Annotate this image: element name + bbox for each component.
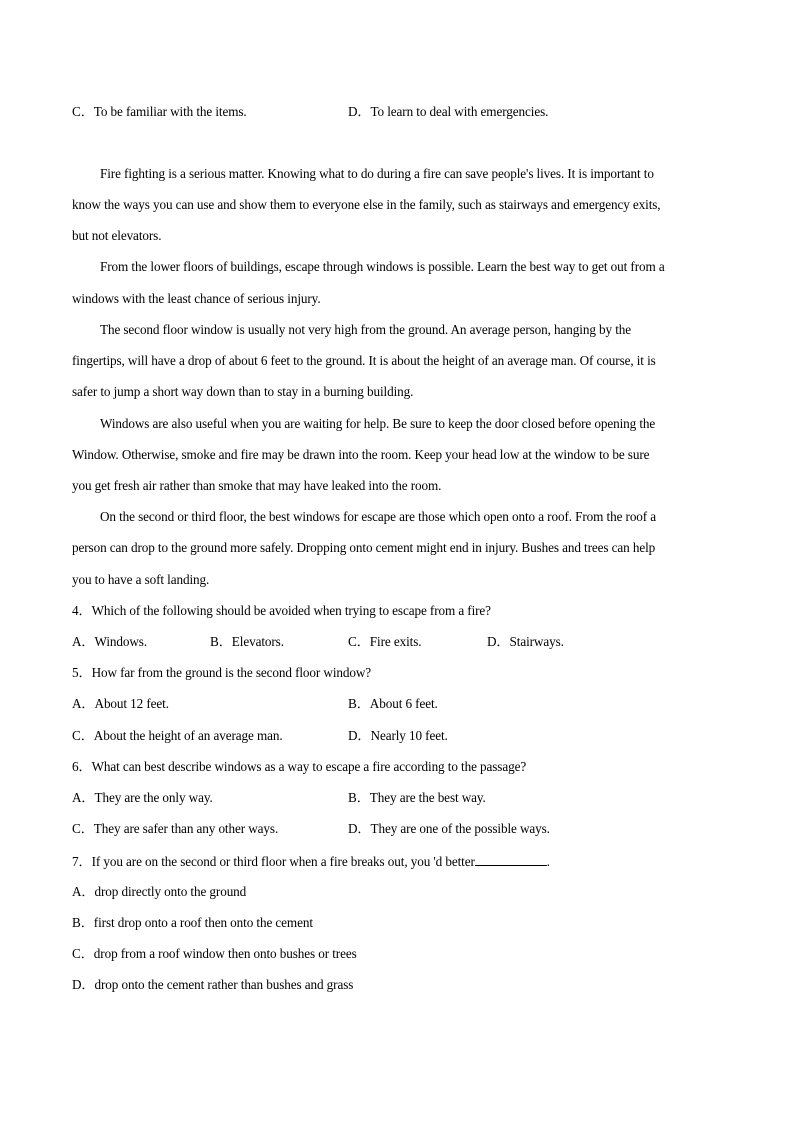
option-letter: C． — [72, 728, 94, 743]
passage-line: fingertips, will have a drop of about 6 feet to the ground. It is about the height of an average man. Of course, it is — [72, 353, 656, 368]
passage-line: Fire fighting is a serious matter. Knowing what to do during a fire can save people's lives. It is important to — [100, 166, 654, 181]
option-text: About the height of an average man. — [93, 728, 283, 743]
question-4-stem: 4．Which of the following should be avoided when trying to escape from a fire? — [72, 603, 491, 618]
option-text: They are one of the possible ways. — [370, 821, 550, 836]
option-letter: D． — [487, 634, 510, 649]
option-letter: B． — [348, 696, 370, 711]
question-7-stem-text: 7．If you are on the second or third floor when a fire breaks out, you 'd better — [72, 854, 475, 869]
question-5-stem: 5．How far from the ground is the second floor window? — [72, 665, 372, 680]
option-letter: B． — [72, 915, 94, 930]
answer-blank — [475, 852, 547, 866]
option-letter: D． — [348, 104, 371, 119]
option-text: Nearly 10 feet. — [370, 728, 448, 743]
passage-line: Window. Otherwise, smoke and fire may be drawn into the room. Keep your head low at the window to be sure — [72, 447, 650, 462]
option-b — [348, 696, 438, 712]
question-7-stem-end: . — [546, 854, 550, 869]
option-letter: A． — [72, 696, 95, 711]
option-a — [72, 696, 169, 712]
question-7-option-d — [72, 977, 722, 993]
passage-line: person can drop to the ground more safely. Dropping onto cement might end in injury. Bushes and trees can help — [72, 540, 656, 555]
option-letter: B． — [348, 790, 370, 805]
option-letter: A． — [72, 884, 95, 899]
question-7-option-a — [72, 884, 722, 900]
question-7-option-c — [72, 946, 722, 962]
option-letter: C． — [72, 104, 94, 119]
option-text: About 12 feet. — [94, 696, 169, 711]
passage-line: The second floor window is usually not very high from the ground. An average person, hanging by the — [100, 322, 632, 337]
option-letter: A． — [72, 634, 95, 649]
passage-line: know the ways you can use and show them to everyone else in the family, such as stairways and emergency exits, — [72, 197, 661, 212]
option-d — [348, 821, 550, 837]
option-c — [72, 728, 283, 744]
option-c — [72, 821, 278, 837]
option-letter: C． — [348, 634, 370, 649]
option-text: About 6 feet. — [369, 696, 438, 711]
option-letter: D． — [348, 821, 371, 836]
option-text: first drop onto a roof then onto the cement — [93, 915, 313, 930]
option-text: Fire exits. — [369, 634, 422, 649]
option-letter: C． — [72, 821, 94, 836]
option-text: Elevators. — [231, 634, 284, 649]
passage-line: but not elevators. — [72, 228, 162, 243]
passage-line: On the second or third floor, the best windows for escape are those which open onto a roof. From the roof a — [100, 509, 657, 524]
passage-line: From the lower floors of buildings, escape through windows is possible. Learn the best way to get out from a — [100, 259, 665, 274]
passage-line: Windows are also useful when you are waiting for help. Be sure to keep the door closed before opening the — [100, 416, 656, 431]
option-b — [210, 634, 284, 650]
option-d — [487, 634, 564, 650]
passage-line: windows with the least chance of serious injury. — [72, 291, 321, 306]
option-text: They are the only way. — [94, 790, 213, 805]
question-7-option-b — [72, 915, 722, 931]
option-a — [72, 790, 213, 806]
option-d — [348, 104, 548, 120]
option-text: drop onto the cement rather than bushes and grass — [94, 977, 354, 992]
option-text: They are the best way. — [369, 790, 486, 805]
passage-line: you get fresh air rather than smoke that may have leaked into the room. — [72, 478, 442, 493]
option-letter: C． — [72, 946, 94, 961]
option-c — [348, 634, 421, 650]
option-letter: D． — [72, 977, 95, 992]
option-text: They are safer than any other ways. — [93, 821, 279, 836]
option-letter: A． — [72, 790, 95, 805]
option-letter: D． — [348, 728, 371, 743]
passage-line: you to have a soft landing. — [72, 572, 210, 587]
option-text: Stairways. — [509, 634, 564, 649]
option-text: drop directly onto the ground — [94, 884, 247, 899]
option-text: To be familiar with the items. — [93, 104, 247, 119]
option-text: To learn to deal with emergencies. — [370, 104, 549, 119]
option-c — [72, 104, 247, 120]
question-6-stem: 6．What can best describe windows as a way to escape a fire according to the passage? — [72, 759, 527, 774]
option-letter: B． — [210, 634, 232, 649]
option-text: drop from a roof window then onto bushes or trees — [93, 946, 357, 961]
option-b — [348, 790, 486, 806]
option-a — [72, 634, 147, 650]
option-d — [348, 728, 448, 744]
option-text: Windows. — [94, 634, 148, 649]
passage-line: safer to jump a short way down than to stay in a burning building. — [72, 384, 414, 399]
question-7-stem — [72, 852, 722, 870]
